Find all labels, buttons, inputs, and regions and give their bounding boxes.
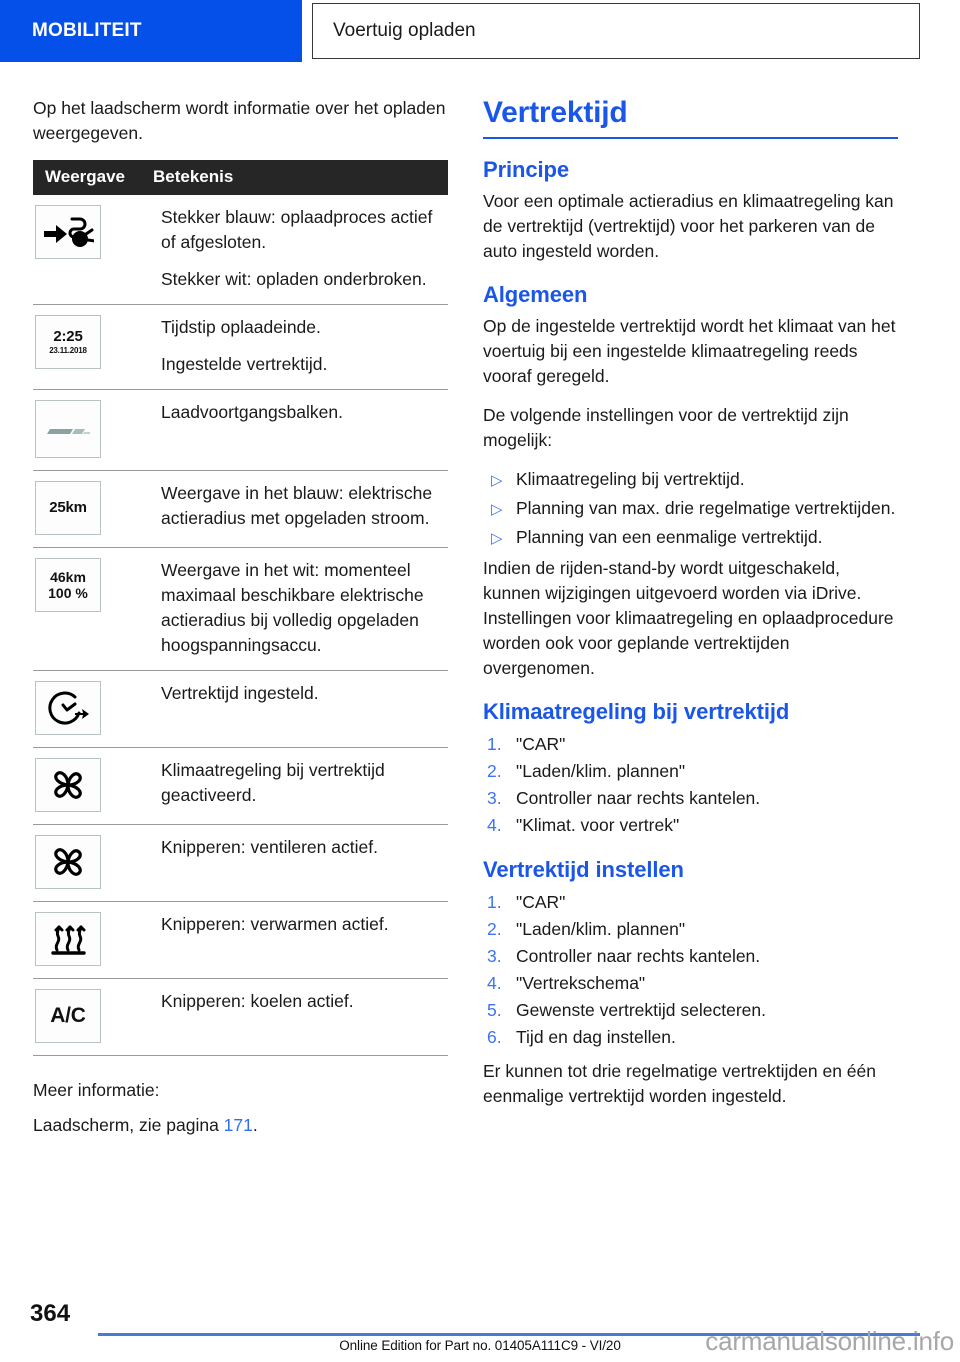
- table-row: [33, 825, 448, 902]
- meaning-cell: [153, 825, 448, 902]
- more-info-suffix: .: [252, 1115, 258, 1135]
- chapter-label: MOBILITEIT: [32, 20, 142, 41]
- plug-arrow-glyph: [42, 212, 94, 252]
- heading-vertrektijd-instellen: Vertrektijd instellen: [483, 857, 684, 882]
- meaning-line: Klimaatregeling bij vertrektijd geactiveerd.: [161, 760, 385, 805]
- table-row: [33, 390, 448, 471]
- table-row: [33, 671, 448, 748]
- page-number: 364: [30, 1300, 71, 1327]
- heating-waves-glyph: [46, 919, 90, 959]
- triangle-bullet-icon: ▷: [491, 472, 503, 489]
- triangle-bullet-icon: ▷: [491, 530, 503, 547]
- table-row: [33, 902, 448, 979]
- list-item: "Laden/klim. plannen": [516, 761, 686, 781]
- list-item: Gewenste vertrektijd selecteren.: [516, 1000, 766, 1020]
- display-meaning-table: [33, 160, 448, 1056]
- plug-arrow-icon: [35, 205, 101, 259]
- more-info-reference: [33, 1113, 448, 1138]
- icon-cell: [33, 902, 153, 979]
- heading-principe: Principe: [483, 157, 570, 182]
- icon-date-text: 23.11.2018: [49, 345, 87, 355]
- edition-notice: Online Edition for Part no. 01405A111C9 - VI/20: [339, 1338, 621, 1353]
- table-row: [33, 471, 448, 548]
- list-item: "Laden/klim. plannen": [516, 919, 686, 939]
- meaning-line: Stekker wit: opladen onderbroken.: [161, 269, 427, 289]
- fan-icon: [35, 835, 101, 889]
- list-item-label: Klimaatregeling bij vertrektijd.: [516, 469, 745, 489]
- more-info-text: Laadscherm, zie pagina: [33, 1115, 224, 1135]
- list-item: "Klimat. voor vertrek": [516, 815, 680, 835]
- clock-time-display-icon: [35, 315, 101, 369]
- settings-bullet-list: [483, 467, 898, 550]
- range-blue-icon: [35, 481, 101, 535]
- table-row: [33, 979, 448, 1056]
- heating-icon: [35, 912, 101, 966]
- meaning-line: Stekker blauw: oplaadproces actief of afgesloten.: [161, 207, 433, 252]
- right-column: [483, 96, 898, 1123]
- algemeen-paragraph-2: De volgende instellingen voor de vertrektijd zijn mogelijk:: [483, 405, 849, 450]
- meaning-cell: [153, 979, 448, 1056]
- site-watermark: carmanualsonline.info: [705, 1326, 954, 1356]
- fan-glyph: [47, 842, 89, 882]
- icon-ac-text: A/C: [50, 1004, 86, 1027]
- range-white-icon: [35, 558, 101, 612]
- icon-range-text: 25km: [49, 499, 87, 516]
- list-item: Tijd en dag instellen.: [516, 1027, 676, 1047]
- list-item: Controller naar rechts kantelen.: [516, 788, 761, 808]
- icon-cell: [33, 671, 153, 748]
- column-header-weergave: Weergave: [33, 160, 153, 195]
- meaning-line: Tijdstip oplaadeinde.: [161, 317, 321, 337]
- column-header-betekenis: Betekenis: [153, 160, 448, 195]
- meaning-line: Knipperen: verwarmen actief.: [161, 914, 389, 934]
- klimaatregeling-steps: [483, 731, 898, 839]
- table-row: [33, 195, 448, 305]
- list-item: [483, 496, 898, 521]
- page-title: Vertrektijd: [483, 96, 898, 139]
- triangle-bullet-icon: ▷: [491, 501, 503, 518]
- clock-arrow-glyph: [45, 688, 91, 728]
- section-label: Voertuig opladen: [333, 20, 476, 41]
- page-header: [0, 0, 960, 66]
- meaning-cell: [153, 305, 448, 390]
- left-column: [33, 96, 448, 1152]
- more-info-label: Meer informatie:: [33, 1080, 160, 1100]
- fan-icon: [35, 758, 101, 812]
- icon-cell: [33, 548, 153, 671]
- meaning-line: Weergave in het blauw: elektrische actieradius met opgeladen stroom.: [161, 483, 433, 528]
- icon-cell: [33, 305, 153, 390]
- meaning-line: Ingestelde vertrektijd.: [161, 354, 328, 374]
- list-item: "CAR": [516, 734, 566, 754]
- icon-cell: [33, 195, 153, 305]
- icon-percent-text: 100 %: [48, 585, 88, 601]
- intro-paragraph: Op het laadscherm wordt informatie over het opladen weergegeven.: [33, 98, 446, 143]
- icon-time-text: 2:25: [53, 327, 83, 345]
- meaning-line: Knipperen: koelen actief.: [161, 991, 354, 1011]
- ac-icon: [35, 989, 101, 1043]
- heading-algemeen: Algemeen: [483, 282, 588, 307]
- icon-range-text: 46km: [50, 569, 86, 585]
- icon-cell: [33, 748, 153, 825]
- charging-progress-bar-icon: [35, 400, 101, 458]
- list-item: [483, 467, 898, 492]
- meaning-line: Knipperen: ventileren actief.: [161, 837, 378, 857]
- meaning-line: Weergave in het wit: momenteel maximaal beschikbare elektrische actieradius bij volledig opgeladen hoogspanningsaccu.: [161, 560, 424, 655]
- list-item: "CAR": [516, 892, 566, 912]
- departure-time-clock-icon: [35, 681, 101, 735]
- progress-bar-glyph: [42, 412, 94, 446]
- heading-klimaatregeling: Klimaatregeling bij vertrektijd: [483, 699, 790, 724]
- table-row: [33, 548, 448, 671]
- list-item-label: Planning van een eenmalige vertrektijd.: [516, 527, 823, 547]
- table-row: [33, 305, 448, 390]
- table-row: [33, 748, 448, 825]
- page-reference-link[interactable]: 171: [223, 1115, 253, 1135]
- meaning-cell: [153, 548, 448, 671]
- icon-cell: [33, 825, 153, 902]
- closing-paragraph: Er kunnen tot drie regelmatige vertrektijden en één eenmalige vertrektijd worden ingesteld.: [483, 1061, 877, 1106]
- principe-paragraph: Voor een optimale actieradius en klimaatregeling kan de vertrektijd (vertrektijd) voor het parkeren van de auto ingesteld worden.: [483, 191, 894, 261]
- list-item: "Vertrekschema": [516, 973, 646, 993]
- icon-cell: [33, 471, 153, 548]
- icon-cell: [33, 390, 153, 471]
- section-banner: [312, 3, 920, 59]
- meaning-cell: [153, 902, 448, 979]
- chapter-banner: [0, 0, 302, 62]
- meaning-cell: [153, 671, 448, 748]
- list-item: Controller naar rechts kantelen.: [516, 946, 761, 966]
- algemeen-paragraph-3: Indien de rijden-stand-by wordt uitgeschakeld, kunnen wijzigingen uitgevoerd worden via iDrive. Instellingen voor klimaatregeling en oplaadprocedure worden ook voor geplande vertrektijden overgenomen.: [483, 558, 894, 678]
- meaning-line: Laadvoortgangsbalken.: [161, 402, 343, 422]
- meaning-cell: [153, 748, 448, 825]
- meaning-line: Vertrektijd ingesteld.: [161, 683, 319, 703]
- list-item-label: Planning van max. drie regelmatige vertrektijden.: [516, 498, 896, 518]
- algemeen-paragraph-1: Op de ingestelde vertrektijd wordt het klimaat van het voertuig bij een ingestelde klimaatregeling reeds vooraf geregeld.: [483, 316, 896, 386]
- icon-cell: [33, 979, 153, 1056]
- table-header-row: [33, 160, 448, 195]
- vertrektijd-steps: [483, 889, 898, 1051]
- meaning-cell: [153, 471, 448, 548]
- list-item: [483, 525, 898, 550]
- meaning-cell: [153, 390, 448, 471]
- meaning-cell: [153, 195, 448, 305]
- fan-glyph: [47, 765, 89, 805]
